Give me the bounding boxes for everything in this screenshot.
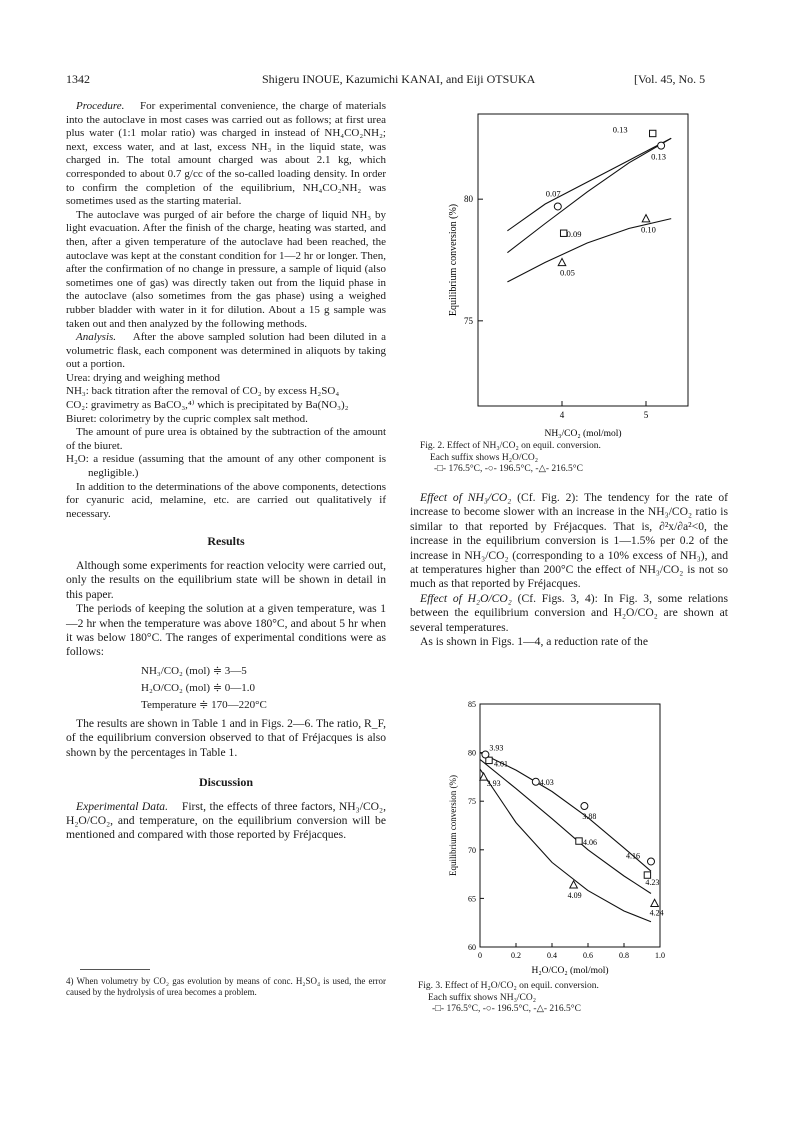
fig3-x-tick-label: 0.8	[619, 951, 629, 960]
fig3-point-label: 4.03	[539, 777, 554, 787]
discussion-heading: Discussion	[198, 775, 254, 790]
fig3-point-label: 3.88	[582, 812, 597, 822]
method-co2: CO₂: gravimetry as BaCO₃,⁴⁾ which is precipitated by Ba(NO₃)₂	[66, 399, 349, 412]
fig3-point-circle	[581, 803, 588, 810]
fig2-point-label: 0.13	[651, 151, 666, 162]
fig3-point-label: 4.01	[494, 759, 508, 769]
running-authors: Shigeru INOUE, Kazumichi KANAI, and Eiji OTSUKA	[262, 72, 536, 86]
analysis-head: Analysis.	[76, 331, 117, 344]
footnote-rule	[80, 969, 150, 970]
fig3-caption-line3: -□- 176.5°C, -○- 196.5°C, -△- 216.5°C	[432, 1004, 581, 1014]
fig3-x-tick-label: 0.2	[511, 951, 521, 960]
fig3-caption	[418, 981, 718, 1016]
results-p3: The results are shown in Table 1 and in Figs. 2—6. The ratio, R_F, of the equilibrium conversion observed to that of Fréjacques is also shown by the percentages in Table 1.	[66, 716, 386, 759]
fig2-point-label: 0.13	[612, 124, 628, 135]
footnote: 4) When volumetry by CO₂ gas evolution by means of conc. H₂SO₄ is used, the error caused by the hydrolysis of urea becomes a problem.	[66, 976, 386, 997]
fig2-point-label: 0.09	[566, 229, 582, 240]
condition-h2o: H₂O/CO₂ (mol) ≑ 0—1.0	[141, 681, 256, 694]
fig2-y-tick-label: 80	[464, 194, 473, 205]
effect-nh3-head: Effect of NH₃/CO₂	[420, 491, 512, 504]
fig3-caption-line2: Each suffix shows NH₃/CO₂	[428, 992, 537, 1003]
fig2-caption	[420, 441, 720, 476]
procedure-p2: The autoclave was purged of air before the charge of liquid NH₃ by light evacuation. After the finish of the charge, heating was started, and then, after a given temperature of the autoclave had been reached, the autoclave was kept at the constant condition for 1—2 hr or longer. Then, after the confirmation of no change in pressure, a sample of liquid (also sometimes one of gas) was directly taken out from the liquid phase in the autoclave (also sometimes from the gas phase) using a weighed rubber bladder with water in it for dilution. About a 15 g sample was taken out and then analyzed by the following methods.	[66, 208, 386, 330]
fig2-y-axis-label: Equilibrium conversion (%)	[448, 203, 459, 317]
fig3-y-tick-label: 85	[468, 700, 476, 709]
running-journal: [Vol. 45, No. 5	[634, 72, 706, 86]
fig3-point-circle	[482, 751, 489, 758]
effect-h2o-text: (Cf. Figs. 3, 4): In Fig. 3, some relations between the equilibrium conversion and H₂O/CO₂ are shown at several temperatures.	[410, 591, 728, 634]
fig2-x-tick-label: 5	[643, 410, 649, 420]
fig3-y-tick-label: 65	[468, 894, 476, 904]
right-last-paragraph: As is shown in Figs. 1—4, a reduction rate of the	[420, 635, 648, 649]
method-biuret: Biuret: colorimetry by the cupric complex salt method.	[66, 412, 308, 425]
method-urea: Urea: drying and weighing method	[66, 371, 220, 384]
fig3-y-tick-label: 75	[468, 797, 476, 807]
right-column	[410, 491, 728, 649]
results-p1: Although some experiments for reaction velocity were carried out, only the results on the equilibrium state will be shown in detail in this paper.	[66, 559, 386, 601]
fig3-x-axis-label: H₂O/CO₂ (mol/mol)	[531, 966, 609, 976]
fig3-x-tick-label: 0	[478, 951, 482, 960]
fig3-axes-frame	[480, 704, 660, 947]
fig3-chart	[440, 698, 690, 980]
fig3-point-label: 3.93	[486, 778, 501, 788]
fig3-point-label: 4.06	[583, 838, 597, 848]
method-nh3: NH₃: back titration after the removal of CO₂ by excess H₂SO₄	[66, 385, 340, 398]
fig2-point-triangle	[642, 215, 650, 222]
results-p2: The periods of keeping the solution at a given temperature, was 1—2 hr when the temperature was above 180°C, and about 5 hr when it was below 180°C. The ranges of experimental conditions were as follows:	[66, 602, 386, 659]
fig2-chart	[440, 108, 700, 446]
fig2-point-square	[650, 130, 656, 136]
fig2-point-label: 0.05	[560, 267, 575, 278]
effect-h2o-head: Effect of H₂O/CO₂	[420, 591, 512, 605]
fig3-point-square	[576, 838, 582, 844]
fig3-point-label: 4.23	[645, 878, 660, 888]
fig2-x-tick-label: 4	[559, 410, 565, 420]
fig3-y-tick-label: 80	[468, 748, 476, 758]
fig2-y-tick-label: 75	[464, 315, 473, 326]
fig2-point-label: 0.10	[641, 224, 656, 235]
condition-temperature: Temperature ≑ 170—220°C	[141, 698, 267, 711]
analysis-text: After the above sampled solution had been diluted in a volumetric flask, each component was determined in aliquots by taking out a portion.	[66, 331, 387, 371]
fig3-x-tick-label: 1.0	[655, 951, 665, 960]
fig3-y-tick-label: 70	[468, 845, 476, 855]
fig3-point-label: 4.16	[626, 851, 640, 861]
fig3-y-axis-label: Equilibrium conversion (%)	[448, 775, 458, 876]
fig2-point-label: 0.07	[545, 188, 561, 199]
page-number: 1342	[66, 72, 90, 86]
fig3-point-circle	[648, 858, 655, 865]
fig3-x-tick-label: 0.6	[583, 951, 593, 960]
method-h2o: H₂O: a residue (assuming that the amount of any other component is negligible.)	[66, 453, 386, 480]
fig2-curve-1	[507, 138, 671, 252]
fig3-point-circle	[532, 778, 539, 785]
additional-detections: In addition to the determinations of the above components, detections for cyanuric acid, melamine, etc. are carried out qualitatively if necessary.	[66, 480, 386, 520]
fig3-caption-line1: Fig. 3. Effect of H₂O/CO₂ on equil. conversion.	[418, 981, 599, 991]
fig2-point-triangle	[558, 258, 566, 265]
fig2-caption-line1: Fig. 2. Effect of NH₃/CO₂ on equil. conversion.	[420, 441, 601, 451]
fig3-x-tick-label: 0.4	[547, 951, 557, 960]
fig2-point-circle	[554, 203, 561, 210]
results-heading: Results	[207, 534, 245, 549]
method-pure-urea: The amount of pure urea is obtained by the subtraction of the amount of the biuret.	[66, 426, 386, 452]
fig3-y-tick-label: 60	[468, 943, 476, 952]
procedure-head: Procedure.	[76, 100, 125, 112]
fig2-caption-line3: -□- 176.5°C, -○- 196.5°C, -△- 216.5°C	[434, 464, 583, 474]
procedure-text: For experimental convenience, the charge of materials into the autoclave in most cases was carried out as follows; at first urea plus water (1:1 molar ratio) was charged in instead of NH₄CO₂NH₂; next, excess water, and at last, excess NH₃ in the liquid state, was charged in. The total amount charged was about 2.1 kg, which corresponded to about 0.7 g/cc of the so-called loading density. In order to confirm the completion of the equilibrium, NH₄CO₂NH₂ was sometimes used as the starting material.	[66, 100, 386, 208]
effect-nh3-text: (Cf. Fig. 2): The tendency for the rate of increase to become slower with an increase in the NH₃/CO₂ ratio is similar to that reported by Fréjacques. That is, ∂²x/∂a²<0, the increase in the equilibrium conversion is 1—1.5% per 0.2 of the increase in NH₃/CO₂ (corresponding to a 10% excess of NH₃), and at temperatures higher than 200°C the effect of NH₃/CO₂ is not so much as that reported by Fréjacques.	[410, 491, 728, 591]
fig2-caption-line2: Each suffix shows H₂O/CO₂	[430, 452, 539, 463]
fig3-point-label: 4.09	[567, 890, 582, 900]
left-column	[66, 100, 386, 843]
condition-nh3: NH₃/CO₂ (mol) ≑ 3—5	[141, 664, 247, 677]
fig2-point-circle	[658, 142, 665, 149]
fig3-point-label: 4.24	[649, 908, 664, 918]
fig3-point-label: 3.93	[489, 743, 504, 753]
fig3-curve-3	[480, 769, 651, 922]
expdata-text: First, the effects of three factors, NH₃/CO₂, H₂O/CO₂, and temperature, on the equilibrium conversion will be mentioned and compared with those reported by Fréjacques.	[66, 799, 386, 842]
expdata-head: Experimental Data.	[76, 799, 169, 813]
fig3-point-triangle	[651, 899, 659, 906]
fig2-x-axis-label: NH₃/CO₂ (mol/mol)	[544, 429, 622, 439]
